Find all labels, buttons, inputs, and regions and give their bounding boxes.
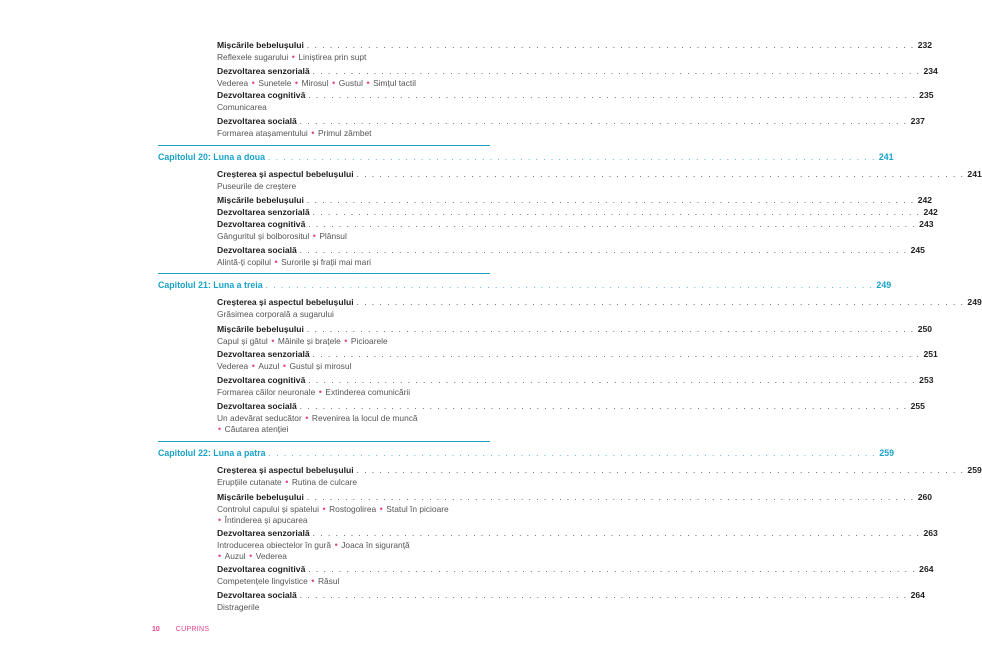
subtopics bbox=[217, 78, 490, 89]
subtopic: Vederea bbox=[255, 550, 287, 561]
dot-leader: . . . . . . . . . . . . . . . . . . . . . . . . . . . . . . . . . . . . . . . . . . . . . . . . . . . . . . . . . . . . . . . . . . . . . . . . . . . . . . . . bbox=[356, 298, 965, 307]
subtopic-line bbox=[217, 78, 490, 89]
subtopic-line bbox=[217, 576, 490, 587]
subtopics bbox=[217, 361, 490, 372]
entry-title: Dezvoltarea socială bbox=[217, 401, 297, 411]
chapter-line bbox=[158, 280, 892, 292]
page-footer bbox=[152, 626, 209, 633]
entry-line bbox=[217, 349, 938, 361]
toc-entry[interactable] bbox=[217, 349, 938, 372]
subtopic-line bbox=[217, 551, 490, 562]
dot-leader: . . . . . . . . . . . . . . . . . . . . . . . . . . . . . . . . . . . . . . . . . . . . . . . . . . . . . . . . . . . . . . . . . . . . . . . . . . . . . . . . bbox=[308, 220, 917, 229]
page-number: 10 bbox=[152, 626, 160, 633]
subtopic-line bbox=[217, 336, 490, 347]
subtopic: Comunicarea bbox=[217, 102, 267, 112]
page-number: 245 bbox=[910, 245, 925, 255]
toc-entry[interactable] bbox=[217, 90, 934, 113]
subtopic: Erupțiile cutanate bbox=[217, 477, 282, 487]
bullet-icon: • bbox=[332, 540, 341, 550]
entry-title: Mișcările bebelușului bbox=[217, 492, 304, 502]
page-number: 255 bbox=[910, 401, 925, 411]
subtopics bbox=[217, 413, 490, 434]
subtopic-line bbox=[217, 602, 490, 613]
entry-title: Mișcările bebelușului bbox=[217, 195, 304, 205]
page-number: 251 bbox=[923, 349, 938, 359]
subtopics bbox=[217, 128, 490, 139]
subtopic: Controlul capului și spatelui bbox=[217, 504, 319, 514]
bullet-icon: • bbox=[280, 361, 289, 371]
bullet-icon: • bbox=[282, 477, 291, 487]
subtopic: Vederea bbox=[217, 361, 249, 371]
subtopic-line bbox=[217, 504, 490, 515]
toc-entry[interactable] bbox=[217, 528, 938, 561]
entry-title: Dezvoltarea cognitivă bbox=[217, 219, 306, 229]
subtopics bbox=[217, 231, 490, 242]
subtopic: Alintă-ți copilul bbox=[217, 257, 271, 267]
subtopic-line bbox=[217, 257, 490, 268]
entry-title: Mișcările bebelușului bbox=[217, 40, 304, 50]
subtopic: Reflexele sugarului bbox=[217, 52, 289, 62]
subtopics bbox=[217, 576, 490, 587]
subtopics bbox=[217, 336, 490, 347]
subtopic: Revenirea la locul de muncă bbox=[311, 413, 418, 423]
bullet-icon: • bbox=[316, 387, 325, 397]
dot-leader: . . . . . . . . . . . . . . . . . . . . . . . . . . . . . . . . . . . . . . . . . . . . . . . . . . . . . . . . . . . . . . . . . . . . . . . . . . . . . . . . bbox=[299, 591, 908, 600]
subtopics bbox=[217, 309, 490, 320]
entry-title: Dezvoltarea senzorială bbox=[217, 528, 310, 538]
subtopic-line bbox=[217, 128, 490, 139]
toc-entry[interactable] bbox=[217, 116, 925, 139]
entry-line bbox=[217, 590, 925, 602]
subtopic-line bbox=[217, 52, 490, 63]
entry-line bbox=[217, 324, 933, 336]
bullet-icon: • bbox=[246, 550, 255, 561]
subtopic-line bbox=[217, 231, 490, 242]
page-number: 242 bbox=[917, 195, 933, 205]
entry-title: Dezvoltarea senzorială bbox=[217, 66, 310, 76]
chapter-row[interactable] bbox=[158, 448, 895, 460]
subtopic-line bbox=[217, 515, 490, 526]
dot-leader: . . . . . . . . . . . . . . . . . . . . . . . . . . . . . . . . . . . . . . . . . . . . . . . . . . . . . . . . . . . . . . . . . . . . . . . . . . . . . . . . bbox=[308, 91, 917, 100]
dot-leader: . . . . . . . . . . . . . . . . . . . . . . . . . . . . . . . . . . . . . . . . . . . . . . . . . . . . . . . . . . . . . . . . . . . . . . . . . . . . . . . . bbox=[299, 246, 908, 255]
bullet-icon: • bbox=[308, 576, 317, 586]
bullet-icon: • bbox=[363, 78, 373, 88]
dot-leader: . . . . . . . . . . . . . . . . . . . . . . . . . . . . . . . . . . . . . . . . . . . . . . . . . . . . . . . . . . . . . . . . . . . . . . . . . . . . . . . . bbox=[312, 67, 921, 76]
bullet-icon: • bbox=[218, 550, 224, 561]
entry-line bbox=[217, 40, 933, 52]
subtopic: Grăsimea corporală a sugarului bbox=[217, 309, 334, 319]
entry-line bbox=[217, 66, 938, 78]
bullet-icon: • bbox=[329, 78, 338, 88]
subtopic: Gânguritul și bolborositul bbox=[217, 231, 310, 241]
subtopic: Rutina de culcare bbox=[291, 477, 358, 487]
dot-leader: . . . . . . . . . . . . . . . . . . . . . . . . . . . . . . . . . . . . . . . . . . . . . . . . . . . . . . . . . . . . . . . . . . . . . . . . . . . . . . . . bbox=[306, 196, 915, 205]
bullet-icon: • bbox=[319, 504, 329, 514]
chapter-line bbox=[158, 448, 895, 460]
dot-leader: . . . . . . . . . . . . . . . . . . . . . . . . . . . . . . . . . . . . . . . . . . . . . . . . . . . . . . . . . . . . . . . . . . . . . . . . . . . . . . . . bbox=[306, 493, 915, 502]
subtopic: Formarea căilor neuronale bbox=[217, 387, 316, 397]
subtopic: Introducerea obiectelor în gură bbox=[217, 540, 332, 550]
subtopic-line bbox=[217, 181, 490, 192]
bullet-icon: • bbox=[249, 361, 258, 371]
dot-leader: . . . . . . . . . . . . . . . . . . . . . . . . . . . . . . . . . . . . . . . . . . . . . . . . . . . . . . . . . . . . . . . . . . . . . . . . . . . . . . . . bbox=[308, 376, 917, 385]
entry-line bbox=[217, 528, 938, 540]
subtopic: Auzul bbox=[224, 550, 246, 561]
subtopic: Capul și gâtul bbox=[217, 336, 268, 346]
bullet-icon: • bbox=[308, 128, 317, 138]
dot-leader: . . . . . . . . . . . . . . . . . . . . . . . . . . . . . . . . . . . . . . . . . . . . . . . . . . . . . . . . . . . . . . . . . . . . . . . . . . . . . . . . bbox=[299, 117, 908, 126]
chapter-row[interactable] bbox=[158, 152, 894, 164]
page-number: 249 bbox=[967, 297, 982, 307]
chapter-title: Capitolul 21: Luna a treia bbox=[158, 280, 263, 290]
toc-entry[interactable] bbox=[217, 564, 934, 587]
entry-title: Dezvoltarea cognitivă bbox=[217, 564, 306, 574]
dot-leader: . . . . . . . . . . . . . . . . . . . . . . . . . . . . . . . . . . . . . . . . . . . . . . . . . . . . . . . . . . . . . . . . . . . . . . . . . . . . . . . . bbox=[306, 41, 915, 50]
bullet-icon: • bbox=[289, 52, 298, 62]
entry-title: Dezvoltarea socială bbox=[217, 245, 297, 255]
page-number: 264 bbox=[919, 564, 934, 574]
page-number: 263 bbox=[923, 528, 938, 538]
entry-line bbox=[217, 245, 925, 257]
entry-line bbox=[217, 465, 982, 477]
toc-entry[interactable] bbox=[217, 66, 938, 89]
toc-entry[interactable] bbox=[217, 465, 982, 488]
subtopic-line bbox=[217, 424, 490, 435]
entry-title: Creșterea și aspectul bebelușului bbox=[217, 169, 354, 179]
subtopic-line bbox=[217, 477, 490, 488]
toc-entry[interactable] bbox=[217, 401, 925, 434]
entry-title: Dezvoltarea senzorială bbox=[217, 349, 310, 359]
bullet-icon: • bbox=[310, 231, 319, 241]
subtopics bbox=[217, 387, 490, 398]
entry-line bbox=[217, 564, 934, 576]
subtopic: Joaca în siguranță bbox=[341, 540, 410, 550]
subtopics bbox=[217, 257, 490, 268]
subtopic: Plânsul bbox=[319, 231, 347, 241]
page-number: 243 bbox=[919, 219, 934, 229]
toc-entry[interactable] bbox=[217, 375, 934, 398]
bullet-icon: • bbox=[268, 336, 277, 346]
toc-entry[interactable] bbox=[217, 590, 925, 613]
dot-leader: . . . . . . . . . . . . . . . . . . . . . . . . . . . . . . . . . . . . . . . . . . . . . . . . . . . . . . . . . . . . . . . . . . . . . . . . . . . . . . . . bbox=[268, 153, 876, 162]
page-number: 241 bbox=[967, 169, 982, 179]
page-number: 249 bbox=[876, 280, 892, 290]
subtopic: Râsul bbox=[317, 576, 340, 586]
toc-entry[interactable] bbox=[217, 195, 933, 207]
subtopics bbox=[217, 477, 490, 488]
entry-line bbox=[217, 195, 933, 207]
subtopic: Mâinile și brațele bbox=[277, 336, 341, 346]
dot-leader: . . . . . . . . . . . . . . . . . . . . . . . . . . . . . . . . . . . . . . . . . . . . . . . . . . . . . . . . . . . . . . . . . . . . . . . . . . . . . . . . bbox=[312, 208, 921, 217]
bullet-icon: • bbox=[272, 257, 281, 267]
subtopics bbox=[217, 52, 490, 63]
toc-entry[interactable] bbox=[217, 219, 934, 242]
subtopic: Un adevărat seducător bbox=[217, 413, 302, 423]
bullet-icon: • bbox=[218, 423, 224, 434]
bullet-icon: • bbox=[292, 78, 301, 88]
bullet-icon: • bbox=[249, 78, 258, 88]
dot-leader: . . . . . . . . . . . . . . . . . . . . . . . . . . . . . . . . . . . . . . . . . . . . . . . . . . . . . . . . . . . . . . . . . . . . . . . . . . . . . . . . bbox=[265, 281, 874, 290]
subtopic: Extinderea comunicării bbox=[325, 387, 411, 397]
page-number: 250 bbox=[917, 324, 933, 334]
subtopic: Vederea bbox=[217, 78, 249, 88]
entry-line bbox=[217, 219, 934, 231]
chapter-rule bbox=[158, 273, 490, 274]
entry-title: Mișcările bebelușului bbox=[217, 324, 304, 334]
toc-entry[interactable] bbox=[217, 207, 938, 219]
page-number: 242 bbox=[923, 207, 938, 217]
subtopic: Distragerile bbox=[217, 602, 260, 612]
dot-leader: . . . . . . . . . . . . . . . . . . . . . . . . . . . . . . . . . . . . . . . . . . . . . . . . . . . . . . . . . . . . . . . . . . . . . . . . . . . . . . . . bbox=[299, 402, 908, 411]
subtopic: Auzul bbox=[258, 361, 280, 371]
entry-title: Creșterea și aspectul bebelușului bbox=[217, 297, 354, 307]
entry-title: Creșterea și aspectul bebelușului bbox=[217, 465, 354, 475]
entry-line bbox=[217, 492, 933, 504]
bullet-icon: • bbox=[302, 413, 311, 423]
subtopic: Gustul bbox=[338, 78, 363, 88]
entry-title: Dezvoltarea socială bbox=[217, 590, 297, 600]
subtopic-line bbox=[217, 413, 490, 424]
subtopics bbox=[217, 102, 490, 113]
toc-entry[interactable] bbox=[217, 40, 933, 63]
dot-leader: . . . . . . . . . . . . . . . . . . . . . . . . . . . . . . . . . . . . . . . . . . . . . . . . . . . . . . . . . . . . . . . . . . . . . . . . . . . . . . . . bbox=[308, 565, 917, 574]
subtopic: Sunetele bbox=[258, 78, 292, 88]
subtopic: Statul în picioare bbox=[386, 504, 449, 514]
page-number: 259 bbox=[967, 465, 982, 475]
subtopic: Liniștirea prin supt bbox=[298, 52, 367, 62]
subtopic-line bbox=[217, 102, 490, 113]
page-number: 234 bbox=[923, 66, 938, 76]
subtopic-line bbox=[217, 387, 490, 398]
entry-line bbox=[217, 401, 925, 413]
subtopic: Gustul și mirosul bbox=[289, 361, 352, 371]
subtopics bbox=[217, 504, 490, 525]
entry-line bbox=[217, 375, 934, 387]
section-label: CUPRINS bbox=[175, 626, 210, 633]
subtopics bbox=[217, 181, 490, 192]
subtopic: Picioarele bbox=[350, 336, 388, 346]
subtopic-line bbox=[217, 540, 490, 551]
page-number: 260 bbox=[917, 492, 933, 502]
entry-line bbox=[217, 90, 934, 102]
chapter-title: Capitolul 22: Luna a patra bbox=[158, 448, 266, 458]
subtopics bbox=[217, 602, 490, 613]
subtopic: Căutarea atenției bbox=[224, 423, 289, 434]
page-number: 241 bbox=[878, 152, 894, 162]
subtopics bbox=[217, 540, 490, 561]
toc-entry[interactable] bbox=[217, 324, 933, 347]
subtopic: Surorile și frații mai mari bbox=[281, 257, 371, 267]
dot-leader: . . . . . . . . . . . . . . . . . . . . . . . . . . . . . . . . . . . . . . . . . . . . . . . . . . . . . . . . . . . . . . . . . . . . . . . . . . . . . . . . bbox=[268, 449, 877, 458]
toc-entry[interactable] bbox=[217, 245, 925, 268]
bullet-icon: • bbox=[341, 336, 350, 346]
subtopic: Mirosul bbox=[301, 78, 329, 88]
subtopic: Simțul tactil bbox=[373, 78, 416, 88]
entry-line bbox=[217, 297, 982, 309]
page-number: 253 bbox=[919, 375, 934, 385]
page-number: 259 bbox=[879, 448, 895, 458]
subtopic: Puseurile de creștere bbox=[217, 181, 297, 191]
chapter-title: Capitolul 20: Luna a doua bbox=[158, 152, 266, 162]
subtopic: Rostogolirea bbox=[329, 504, 377, 514]
entry-title: Dezvoltarea cognitivă bbox=[217, 375, 306, 385]
entry-line bbox=[217, 207, 938, 219]
chapter-rule bbox=[158, 145, 490, 146]
dot-leader: . . . . . . . . . . . . . . . . . . . . . . . . . . . . . . . . . . . . . . . . . . . . . . . . . . . . . . . . . . . . . . . . . . . . . . . . . . . . . . . . bbox=[312, 350, 921, 359]
subtopic: Formarea atașamentului bbox=[217, 128, 308, 138]
dot-leader: . . . . . . . . . . . . . . . . . . . . . . . . . . . . . . . . . . . . . . . . . . . . . . . . . . . . . . . . . . . . . . . . . . . . . . . . . . . . . . . . bbox=[356, 170, 965, 179]
entry-title: Dezvoltarea senzorială bbox=[217, 207, 310, 217]
page-number: 235 bbox=[919, 90, 934, 100]
chapter-line bbox=[158, 152, 894, 164]
toc-entry[interactable] bbox=[217, 169, 982, 192]
toc-entry[interactable] bbox=[217, 492, 933, 525]
dot-leader: . . . . . . . . . . . . . . . . . . . . . . . . . . . . . . . . . . . . . . . . . . . . . . . . . . . . . . . . . . . . . . . . . . . . . . . . . . . . . . . . bbox=[306, 325, 915, 334]
entry-line bbox=[217, 116, 925, 128]
entry-line bbox=[217, 169, 982, 181]
chapter-row[interactable] bbox=[158, 280, 892, 292]
subtopic: Primul zâmbet bbox=[317, 128, 372, 138]
toc-entry[interactable] bbox=[217, 297, 982, 320]
subtopic: Competențele lingvistice bbox=[217, 576, 308, 586]
bullet-icon: • bbox=[218, 514, 224, 525]
subtopic-line bbox=[217, 361, 490, 372]
dot-leader: . . . . . . . . . . . . . . . . . . . . . . . . . . . . . . . . . . . . . . . . . . . . . . . . . . . . . . . . . . . . . . . . . . . . . . . . . . . . . . . . bbox=[356, 466, 965, 475]
subtopic-line bbox=[217, 309, 490, 320]
dot-leader: . . . . . . . . . . . . . . . . . . . . . . . . . . . . . . . . . . . . . . . . . . . . . . . . . . . . . . . . . . . . . . . . . . . . . . . . . . . . . . . . bbox=[312, 529, 921, 538]
page-number: 232 bbox=[917, 40, 933, 50]
entry-title: Dezvoltarea cognitivă bbox=[217, 90, 306, 100]
chapter-rule bbox=[158, 441, 490, 442]
entry-title: Dezvoltarea socială bbox=[217, 116, 297, 126]
subtopic: Întinderea și apucarea bbox=[224, 514, 308, 525]
page-number: 237 bbox=[910, 116, 925, 126]
bullet-icon: • bbox=[377, 504, 386, 514]
page-number: 264 bbox=[910, 590, 925, 600]
